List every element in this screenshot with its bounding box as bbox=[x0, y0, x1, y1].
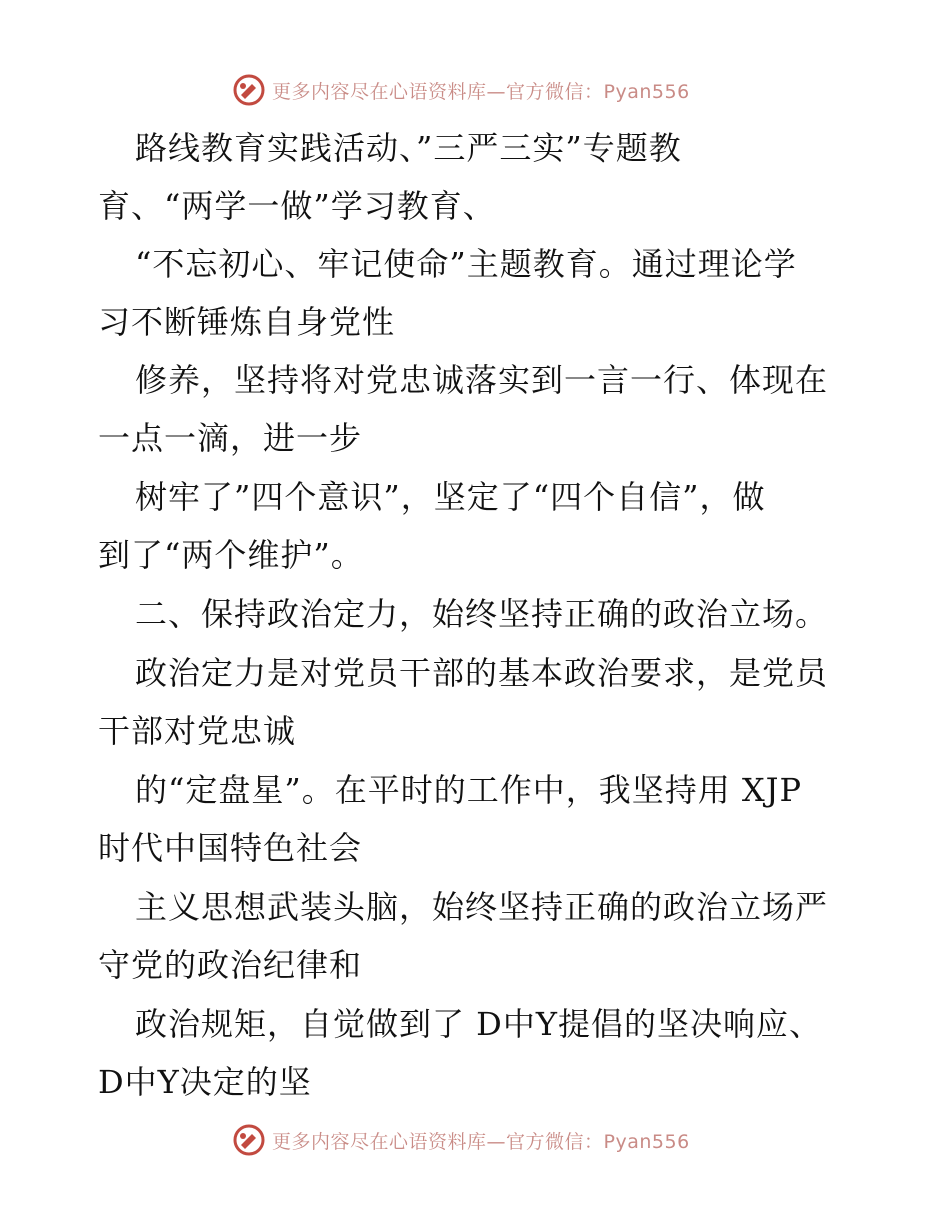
hand-pen-circle-icon bbox=[232, 1123, 266, 1157]
text-line: 政治规矩，自觉做到了 D中Y提倡的坚决响应、 bbox=[135, 1005, 822, 1043]
text-line: 的“定盘星”。在平时的工作中，我坚持用 XJP bbox=[135, 771, 803, 809]
text-line: 时代中国特色社会 bbox=[98, 829, 363, 867]
text-line: 路线教育实践活动、”三严三实”专题教 bbox=[135, 129, 682, 167]
watermark-text: 更多内容尽在心语资料库—官方微信：Pyan556 bbox=[272, 1130, 690, 1153]
text-line: 二、保持政治定力，始终坚持正确的政治立场。 bbox=[135, 595, 829, 633]
text-line: 习不断锤炼自身党性 bbox=[98, 303, 396, 341]
text-line: 修养，坚持将对党忠诚落实到一言一行、体现在 bbox=[135, 361, 829, 399]
text-line: 一点一滴，进一步 bbox=[98, 419, 363, 457]
text-line: D中Y决定的坚 bbox=[98, 1063, 312, 1101]
footer-watermark bbox=[232, 1123, 690, 1157]
watermark-text: 更多内容尽在心语资料库—官方微信：Pyan556 bbox=[272, 80, 690, 103]
text-line: 政治定力是对党员干部的基本政治要求，是党员 bbox=[135, 654, 829, 692]
text-line: 守党的政治纪律和 bbox=[98, 946, 363, 984]
text-line: 育、“两学一做”学习教育、 bbox=[98, 187, 496, 225]
text-line: 干部对党忠诚 bbox=[98, 712, 297, 750]
text-line: 树牢了”四个意识”，坚定了“四个自信”，做 bbox=[135, 478, 766, 516]
text-line: 主义思想武装头脑，始终坚持正确的政治立场严 bbox=[135, 888, 829, 926]
text-line: “不忘初心、牢记使命”主题教育。通过理论学 bbox=[135, 245, 797, 283]
text-line: 到了“两个维护”。 bbox=[98, 536, 364, 574]
